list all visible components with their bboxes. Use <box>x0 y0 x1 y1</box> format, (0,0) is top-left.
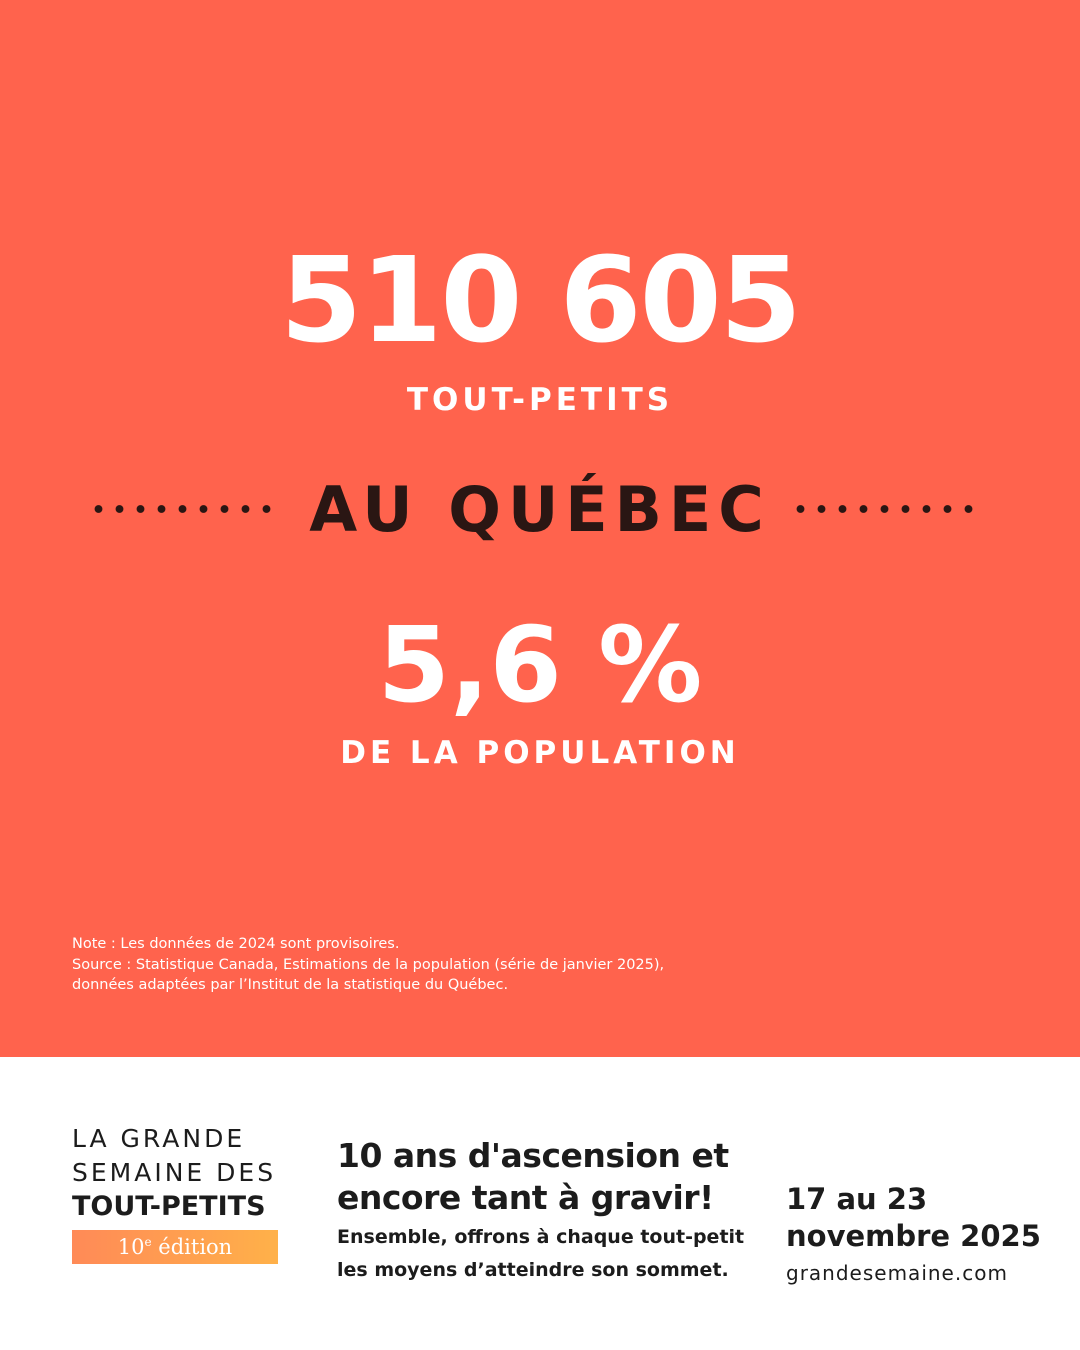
region-title: AU QUÉBEC <box>309 473 771 546</box>
tagline-subline-1: Ensemble, offrons à chaque tout-petit <box>337 1226 745 1248</box>
population-percent-label: DE LA POPULATION <box>340 735 740 771</box>
logo-line-2: SEMAINE DES <box>72 1158 277 1187</box>
logo-line-3: TOUT-PETITS <box>72 1191 266 1222</box>
source-notes <box>72 934 792 996</box>
children-count: 510 605 <box>280 231 800 369</box>
edition-number: 10 <box>117 1235 145 1259</box>
dates-line-2: novembre 2025 <box>786 1219 1041 1253</box>
note-line: Note : Les données de 2024 sont provisoires. <box>72 936 400 952</box>
dotted-line-right <box>790 504 978 514</box>
children-count-label: TOUT-PETITS <box>406 382 674 418</box>
edition-word: édition <box>151 1235 233 1259</box>
campaign-tagline <box>337 1135 767 1285</box>
website-link[interactable]: grandesemaine.com <box>786 1261 1008 1285</box>
region-divider <box>0 470 1080 550</box>
edition-badge <box>72 1230 278 1264</box>
population-percent: 5,6 % <box>377 604 703 726</box>
event-logo <box>72 1122 292 1264</box>
source-line: Source : Statistique Canada, Estimations de la population (série de janvier 2025), <box>72 956 665 973</box>
tagline-headline-1: 10 ans d'ascension et <box>337 1136 729 1175</box>
tagline-subline-2: les moyens d’atteindre son sommet. <box>337 1259 729 1281</box>
edition-ordinal: e <box>144 1235 152 1249</box>
tagline-headline-2: encore tant à gravir! <box>337 1178 714 1217</box>
event-dates <box>786 1181 1056 1287</box>
logo-line-1: LA GRANDE <box>72 1124 246 1153</box>
dates-line-1: 17 au 23 <box>786 1182 928 1216</box>
dotted-line-left <box>88 504 276 514</box>
source-line-continued: données adaptées par l’Institut de la statistique du Québec. <box>72 977 509 993</box>
